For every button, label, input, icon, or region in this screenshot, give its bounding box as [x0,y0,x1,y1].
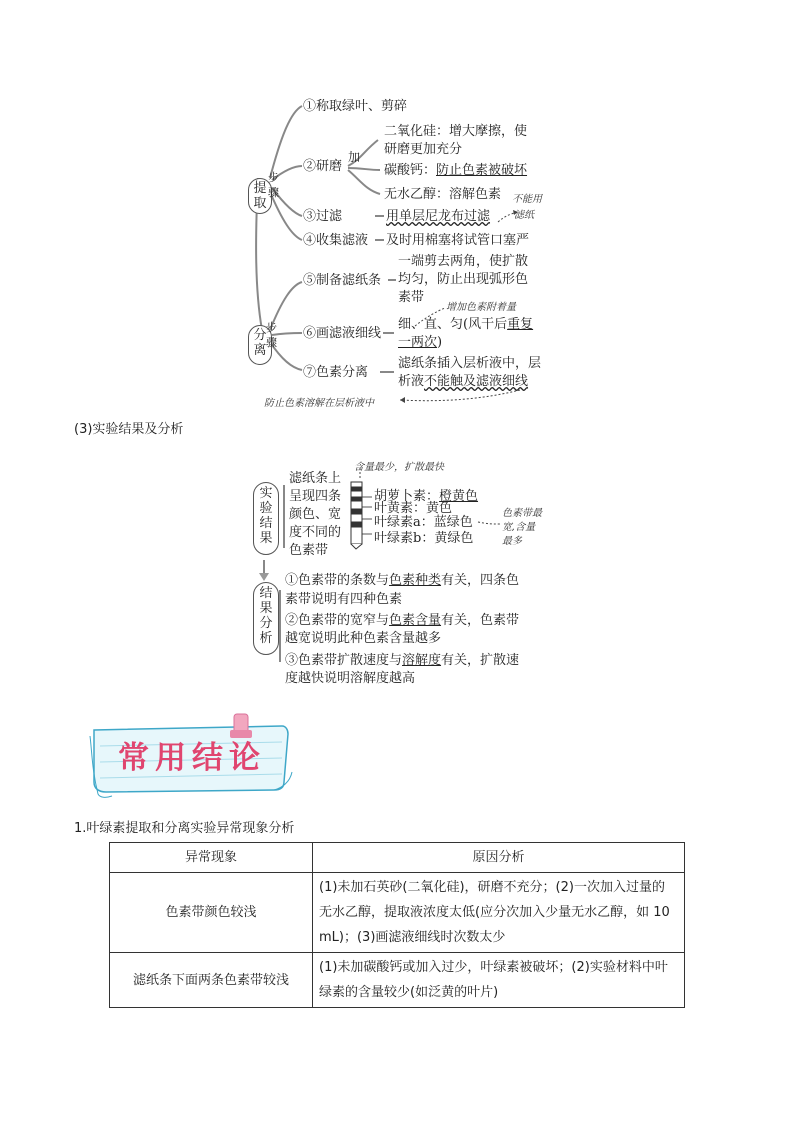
analysis-1-line-1 [285,572,519,590]
header-phenomenon: 异常现象 [110,843,313,873]
banner-title: 常用结论 [118,740,266,776]
caco3-line [384,162,527,180]
analysis-2-line-1 [285,612,519,630]
section-3-title: (3)实验结果及分析 [74,422,184,437]
step-7-line-2 [398,373,528,391]
steps-label-1: 步骤 [268,171,279,199]
step-6: ⑥画滤液细线 [303,326,382,341]
note-increase-pigment: 增加色素附着量 [446,302,516,313]
row-2-cause-line: (1)未加碳酸钙或加入过少，叶绿素被破坏；(2)实验材料中叶 [319,960,668,975]
table-header-row [110,843,685,873]
note-widest-1: 色素带最 [502,508,542,519]
chl-a-line: 叶绿素a：蓝绿色 [374,515,473,530]
step-5-line-3: 素带 [398,290,425,305]
analysis-3-b: 溶解度 [402,653,442,668]
analysis-1-line-2: 素带说明有四种色素 [285,592,403,607]
step-3: ③过滤 [303,209,343,224]
note-widest-2: 宽,含量 [502,522,536,533]
step-7-line-2-a: 析液 [398,374,425,389]
analysis-3-a: ③色素带扩散速度与 [285,653,403,668]
header-cause: 原因分析 [313,843,685,873]
row-1-cause-line: mL)；(3)画滤液细线时次数太少 [319,930,506,945]
step-6-line-1-b: 重复 [507,317,534,332]
analysis-3-line-2: 度越快说明溶解度越高 [285,671,416,686]
extraction-box-label: 提取 [253,181,267,211]
separation-box-label: 分离 [253,328,267,358]
step-2: ②研磨 [303,159,343,174]
table-row [110,873,685,953]
row-2-cause-line: 绿素的含量较少(如泛黄的叶片) [319,985,499,1000]
add-label: 加 [348,150,361,164]
step-4-detail: 及时用棉塞将试管口塞严 [386,233,530,248]
analysis-1-a: ①色素带的条数与 [285,573,390,588]
step-4: ④收集滤液 [303,233,369,248]
strip-desc-5: 色素带 [289,543,329,558]
analysis-box-label: 结果分析 [259,586,273,646]
step-5-line-2: 均匀，防止出现弧形色 [398,272,529,287]
note-no-filter-paper-1: 不能用 [512,194,542,205]
note-least-fastest: 含量最少，扩散最快 [354,462,444,473]
row-1-cause [313,873,685,953]
xanthophyll-line: 叶黄素：黄色 [374,501,453,516]
analysis-3-c: 有关，扩散速 [441,653,520,668]
anomaly-table [109,842,685,1008]
caco3-text: 防止色素被破坏 [436,163,528,178]
strip-desc-4: 度不同的 [289,525,342,540]
chl-b-line: 叶绿素b：黄绿色 [374,531,474,546]
step-6-line-2 [398,334,442,352]
analysis-2-c: 有关，色素带 [441,613,520,628]
step-7-line-1: 滤纸条插入层析液中，层 [398,356,542,371]
results-box-label: 实验结果 [259,486,273,546]
analysis-2-a: ②色素带的宽窄与 [285,613,390,628]
step-6-line-2-b: ) [437,335,443,350]
results-box [253,482,279,555]
step-5-line-1: 一端剪去两角，使扩散 [398,254,529,269]
conclusion-title: 1.叶绿素提取和分离实验异常现象分析 [74,821,295,836]
analysis-1-c: 有关，四条色 [441,573,520,588]
analysis-2-line-2: 越宽说明此种色素含量越多 [285,631,442,646]
caco3-prefix: 碳酸钙： [384,163,437,178]
step-1: ①称取绿叶、剪碎 [303,99,408,114]
row-1-phenomenon: 色素带颜色较浅 [110,873,313,953]
step-5: ⑤制备滤纸条 [303,273,382,288]
step-6-line-1 [398,316,533,334]
step-6-line-2-a: 一两次 [398,335,438,350]
table-row [110,953,685,1008]
analysis-3-line-1 [285,652,519,670]
analysis-1-b: 色素种类 [389,573,442,588]
step-3-detail: 用单层尼龙布过滤 [386,209,491,224]
row-1-cause-line: (1)未加石英砂(二氧化硅)，研磨不充分；(2)一次加入过量的 [319,880,665,895]
strip-desc-1: 滤纸条上 [289,471,342,486]
row-2-cause [313,953,685,1008]
row-1-cause-line: 无水乙醇，提取液浓度太低(应分次加入少量无水乙醇，如 10 [319,905,670,920]
sio2-line-1: 二氧化硅：增大摩擦，使 [384,124,528,139]
sio2-line-2: 研磨更加充分 [384,142,463,157]
ethanol-line: 无水乙醇：溶解色素 [384,187,502,202]
note-dissolve: 防止色素溶解在层析液中 [264,398,374,409]
steps-label-2: 步骤 [266,321,277,349]
strip-desc-3: 颜色、宽 [289,507,342,522]
row-2-phenomenon: 滤纸条下面两条色素带较浅 [110,953,313,1008]
step-6-line-1-a: 细、直、匀(风干后 [398,317,508,332]
note-widest-3: 最多 [502,536,522,547]
step-7: ⑦色素分离 [303,365,369,380]
note-no-filter-paper-2: 滤纸 [514,210,534,221]
carotene-prefix: 胡萝卜素： [374,489,440,504]
analysis-box [253,582,279,655]
strip-desc-2: 呈现四条 [289,489,342,504]
carotene-color: 橙黄色 [439,489,479,504]
analysis-2-b: 色素含量 [389,613,442,628]
step-7-line-2-b: 不能触及滤液细线 [424,374,529,389]
